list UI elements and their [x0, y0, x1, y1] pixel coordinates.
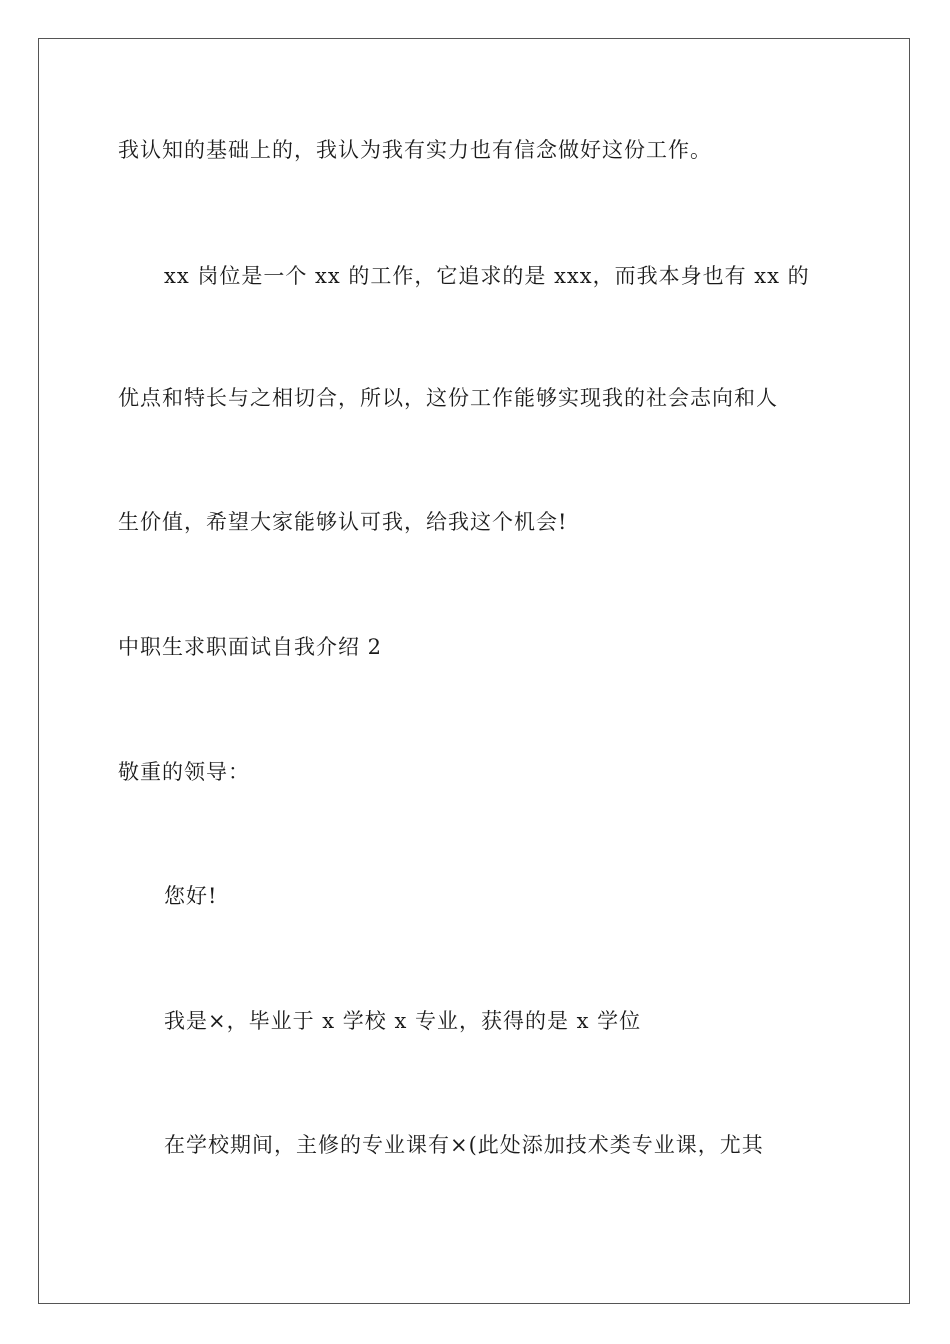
section-heading: 中职生求职面试自我介绍 2 [118, 635, 383, 659]
paragraph-line-3: 优点和特长与之相切合，所以，这份工作能够实现我的社会志向和人 [118, 386, 778, 410]
paragraph-line-4: 生价值，希望大家能够认可我，给我这个机会! [118, 510, 568, 534]
salutation: 敬重的领导： [118, 760, 250, 784]
paragraph-line-2: xx 岗位是一个 xx 的工作，它追求的是 xxx，而我本身也有 xx 的 [164, 264, 810, 288]
paragraph-line-6: 在学校期间，主修的专业课有×(此处添加技术类专业课，尤其 [164, 1133, 764, 1157]
greeting: 您好! [164, 884, 218, 908]
paragraph-line-5: 我是×，毕业于 x 学校 x 专业，获得的是 x 学位 [164, 1009, 642, 1033]
page-border [38, 38, 910, 1304]
paragraph-line-1: 我认知的基础上的，我认为我有实力也有信念做好这份工作。 [118, 138, 712, 162]
